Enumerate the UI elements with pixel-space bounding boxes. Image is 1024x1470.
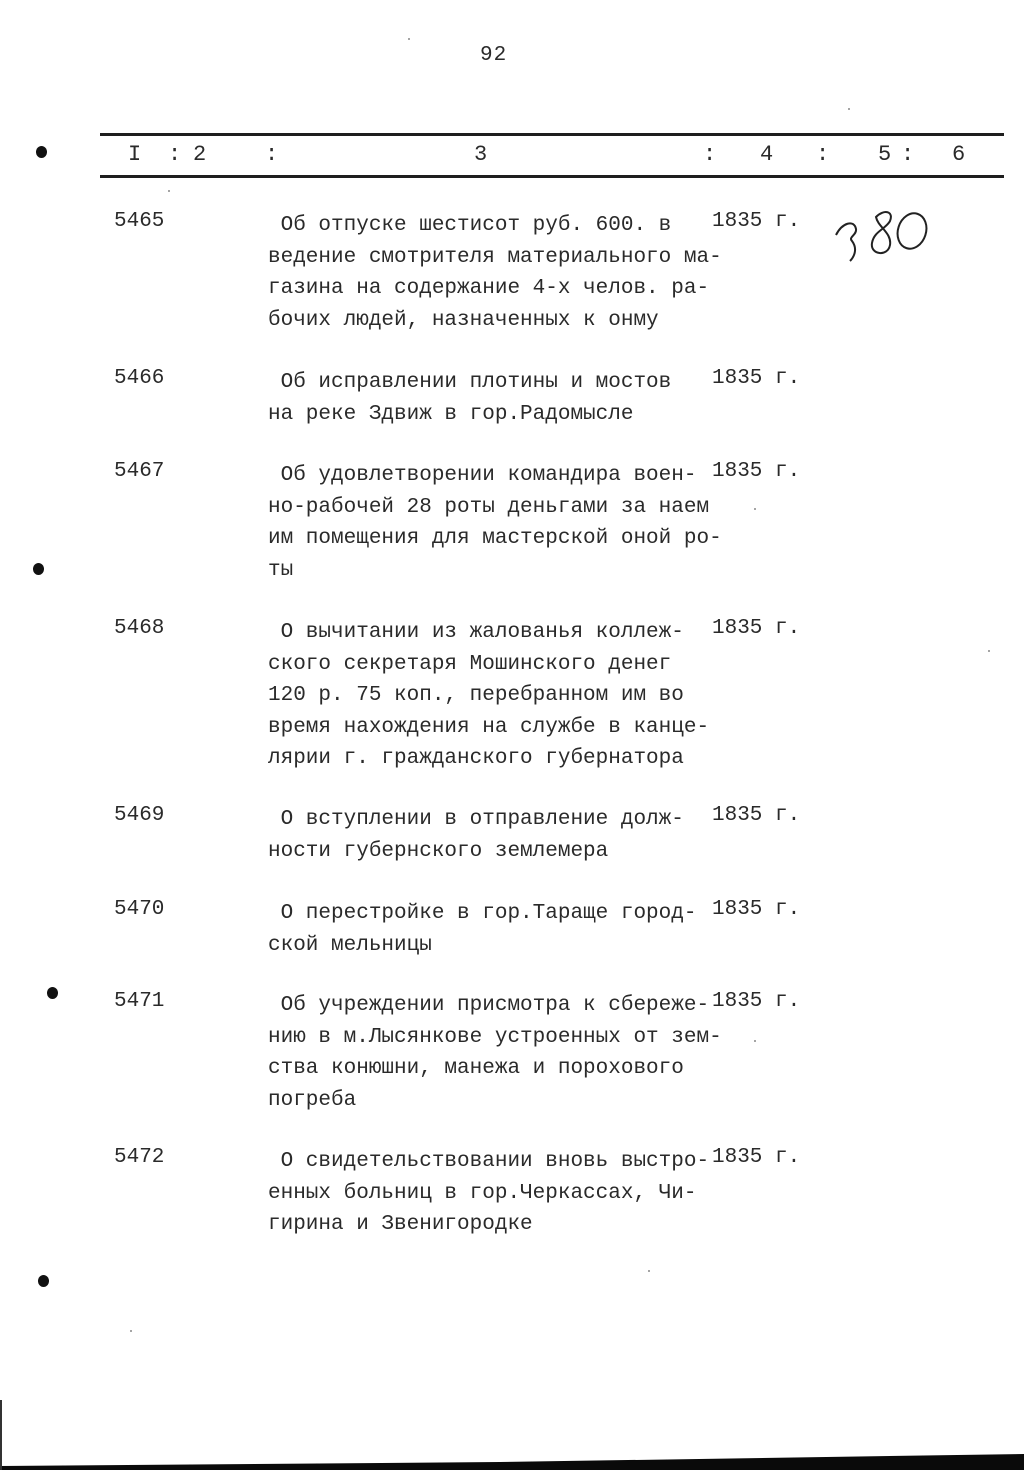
column-header-6: 6	[952, 142, 966, 167]
entry-year: 1835 г.	[712, 990, 801, 1013]
entry-number: 5468	[114, 617, 165, 640]
column-separator: :	[901, 142, 915, 167]
scan-speck	[988, 650, 990, 652]
entry-number: 5470	[114, 898, 165, 921]
entry-year: 1835 г.	[712, 898, 801, 921]
scan-speck	[648, 1270, 650, 1272]
entry-year: 1835 г.	[712, 617, 801, 640]
entry-title: Об отпуске шестисот руб. 600. в ведение смотрителя материального ма- газина на содержание 4-х челов. ра- бочих людей, назначенных к онму	[268, 214, 722, 332]
entry-title: О перестройке в гор.Тараще город- ской мельницы	[268, 902, 697, 957]
punch-hole-mark	[47, 987, 58, 999]
column-header-3: 3	[474, 142, 488, 167]
entry-year: 1835 г.	[712, 460, 801, 483]
column-separator: :	[265, 142, 279, 167]
header-bottom-rule	[100, 175, 1004, 178]
entry-title: Об удовлетворении командира воен- но-рабочей 28 роты деньгами за наем им помещения для мастерской оной ро- ты	[268, 464, 722, 582]
entry-number: 5467	[114, 460, 165, 483]
scan-speck	[754, 508, 756, 510]
page-number: 92	[480, 44, 508, 67]
column-separator: :	[816, 142, 830, 167]
column-separator: :	[703, 142, 717, 167]
column-header-2: 2	[193, 142, 207, 167]
scan-speck	[130, 1330, 132, 1332]
punch-hole-mark	[33, 563, 44, 575]
entry-number: 5472	[114, 1146, 165, 1169]
entry-title: О вступлении в отправление долж- ности губернского землемера	[268, 808, 684, 863]
entry-number: 5471	[114, 990, 165, 1013]
entry-title: О вычитании из жалованья коллеж- ского секретаря Мошинского денег 120 р. 75 коп., перебранном им во время нахождения на службе в канце- лярии г. гражданского губернатора	[268, 621, 710, 770]
column-header-4: 4	[760, 142, 774, 167]
scan-speck	[754, 1040, 756, 1042]
entry-title: Об исправлении плотины и мостов на реке Здвиж в гор.Радомысле	[268, 371, 672, 426]
entry-year: 1835 г.	[712, 210, 801, 233]
scan-left-edge	[0, 1400, 2, 1470]
entry-number: 5466	[114, 367, 165, 390]
entry-title: О свидетельствовании вновь выстро- енных больниц в гор.Черкассах, Чи- гирина и Звенигородке	[268, 1150, 710, 1236]
column-header-1: I	[128, 142, 142, 167]
entry-number: 5469	[114, 804, 165, 827]
entry-year: 1835 г.	[712, 804, 801, 827]
scan-bottom-edge	[0, 1448, 1024, 1470]
entry-year: 1835 г.	[712, 1146, 801, 1169]
entry-year: 1835 г.	[712, 367, 801, 390]
handwritten-folio-number	[832, 205, 942, 265]
header-top-rule	[100, 133, 1004, 136]
scan-speck	[848, 108, 850, 110]
column-header-5: 5	[878, 142, 892, 167]
scan-speck	[168, 190, 170, 192]
entry-number: 5465	[114, 210, 165, 233]
punch-hole-mark	[38, 1275, 49, 1287]
column-separator: :	[168, 142, 182, 167]
punch-hole-mark	[36, 146, 47, 158]
entry-title: Об учреждении присмотра к сбереже- нию в м.Лысянкове устроенных от зем- ства конюшни, манежа и порохового погреба	[268, 994, 722, 1112]
scan-speck	[408, 38, 410, 40]
